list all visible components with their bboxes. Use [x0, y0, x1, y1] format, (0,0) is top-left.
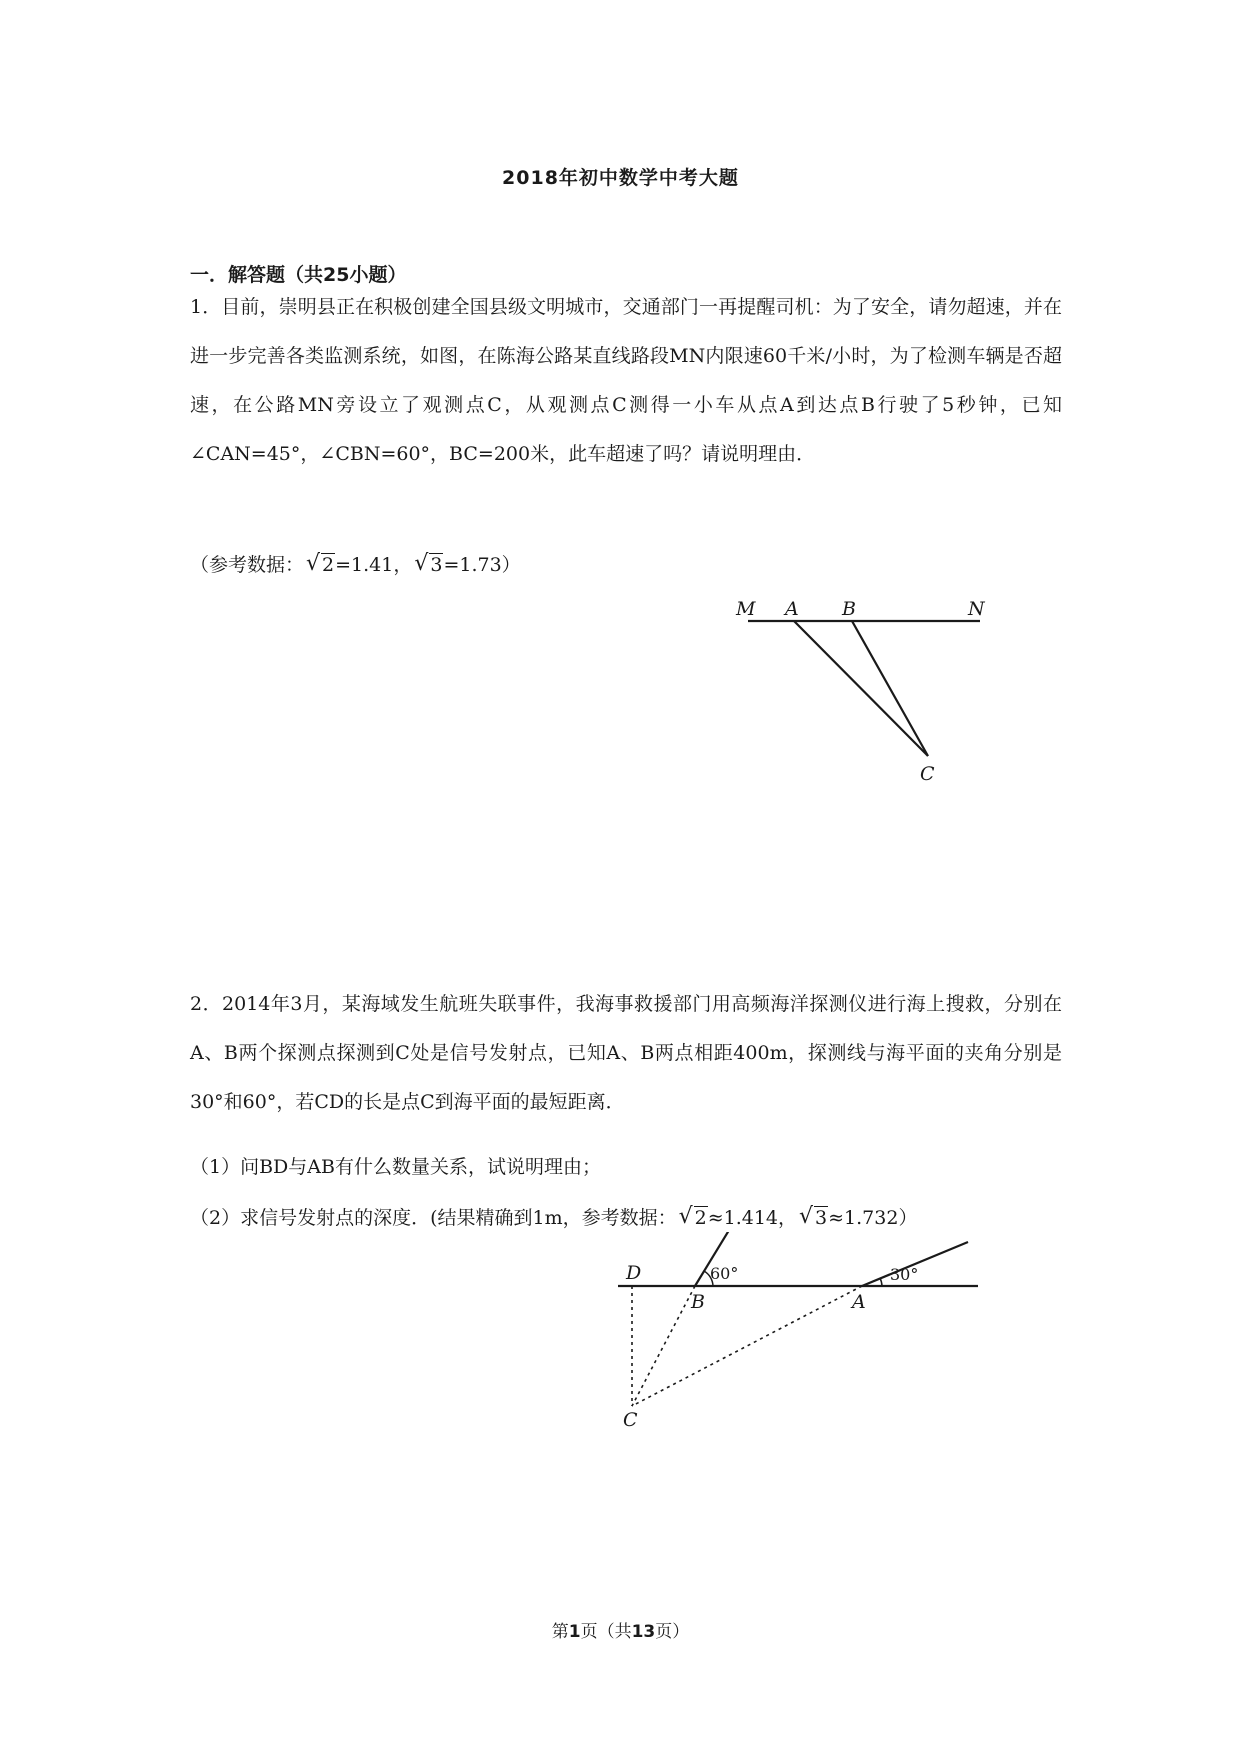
part-2-open: （2）求信号发射点的深度．(结果精确到1m，参考数据： [190, 1207, 677, 1229]
section-heading: 一．解答题（共25小题） [190, 264, 407, 286]
question-2-part-2 [190, 1203, 917, 1230]
radicand-3: 3 [815, 1207, 828, 1229]
sqrt-symbol [414, 554, 443, 576]
angle-label-b: 60° [710, 1264, 739, 1283]
reference-value-1: =1.41， [335, 554, 413, 576]
segment-bc [852, 621, 928, 756]
question-1-reference [190, 550, 521, 577]
question-2-text: 2．2014年3月，某海域发生航班失联事件，我海事救援部门用高频海洋探测仪进行海上搜救，分别在A、B两个探测点探测到C处是信号发射点，已知A、B两点相距400m，探测线与海平面的夹角分别是30°和60°，若CD的长是点C到海平面的最短距离． [190, 993, 1062, 1113]
radicand-2: 2 [322, 554, 335, 576]
sqrt-symbol [679, 1207, 708, 1229]
part-2-value-2: ≈1.732） [828, 1207, 918, 1229]
reference-value-2: =1.73） [443, 554, 521, 576]
angle-label-a: 30° [890, 1265, 919, 1284]
question-1-text: 1．目前，崇明县正在积极创建全国县级文明城市，交通部门一再提醒司机：为了安全，请勿超速，并在进一步完善各类监测系统，如图，在陈海公路某直线路段MN内限速60千米/小时，为了检测车辆是否超速，在公路MN旁设立了观测点C，从观测点C测得一小车从点A到达点B行驶了5秒钟，已知∠CAN=45°，∠CBN=60°，BC=200米，此车超速了吗？请说明理由． [190, 296, 1062, 465]
footer-middle: 页（共 [580, 1622, 632, 1642]
label-m: M [736, 598, 756, 620]
footer-prefix: 第 [551, 1622, 569, 1642]
label-b: B [691, 1291, 705, 1313]
radicand-2: 2 [694, 1207, 707, 1229]
label-a: A [852, 1291, 866, 1313]
part-2-value-1: ≈1.414， [707, 1207, 798, 1229]
label-n: N [968, 598, 985, 620]
page-title: 2018年初中数学中考大题 [502, 167, 739, 189]
footer-page-number: 1 [568, 1622, 581, 1642]
label-b: B [842, 598, 856, 620]
segment-ac [794, 621, 928, 756]
sqrt-symbol [799, 1207, 828, 1229]
label-c: C [920, 763, 935, 785]
sqrt-symbol [306, 554, 335, 576]
label-a: A [785, 598, 799, 620]
radicand-3: 3 [430, 554, 443, 576]
segment-bc [632, 1286, 695, 1406]
page-footer [0, 1617, 1241, 1642]
figure-1-diagram [730, 590, 990, 785]
footer-total-pages: 13 [631, 1622, 656, 1642]
reference-open: （参考数据： [190, 554, 305, 576]
figure-2-diagram [610, 1232, 990, 1428]
label-d: D [626, 1262, 642, 1284]
question-2-part-1: （1）问BD与AB有什么数量关系，试说明理由； [190, 1156, 601, 1178]
footer-suffix: 页） [655, 1622, 690, 1642]
label-c: C [623, 1409, 638, 1428]
angle-arc-a [880, 1278, 882, 1286]
segment-ac [632, 1286, 862, 1406]
